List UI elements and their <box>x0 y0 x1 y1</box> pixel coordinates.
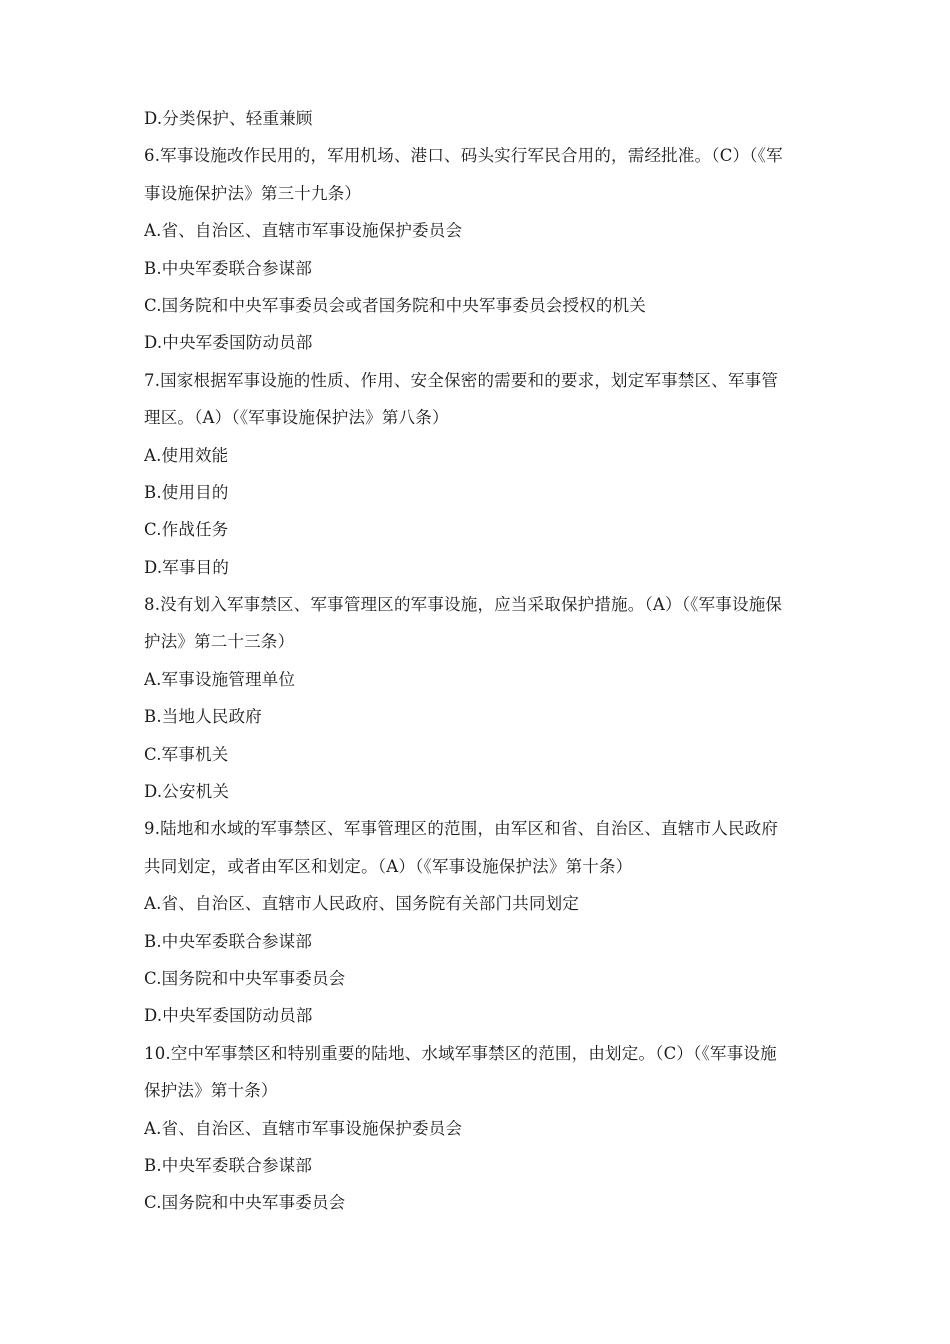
option-b: B.中央军委联合参谋部 <box>144 1155 313 1175</box>
document-page <box>144 100 814 1222</box>
question-7-text-cont: 理区。（A）（《军事设施保护法》第八条） <box>144 408 449 428</box>
question-9-text-cont: 共同划定，或者由军区和划定。（A）（《军事设施保护法》第十条） <box>144 856 633 876</box>
question-8-text-cont: 护法》第二十三条） <box>144 632 295 652</box>
option-d: D.中央军委国防动员部 <box>144 1006 313 1026</box>
option-c: C.国务院和中央军事委员会 <box>144 1193 346 1213</box>
option-b: B.当地人民政府 <box>144 707 262 727</box>
option-a: A.省、自治区、直辖市人民政府、国务院有关部门共同划定 <box>144 894 580 914</box>
option-b: B.中央军委联合参谋部 <box>144 931 313 951</box>
question-10-text-cont: 保护法》第十条） <box>144 1081 278 1101</box>
option-b: B.中央军委联合参谋部 <box>144 258 313 278</box>
option-c: C.军事机关 <box>144 744 229 764</box>
question-6-text-cont: 事设施保护法》第三十九条） <box>144 183 362 203</box>
question-7-text: 7.国家根据军事设施的性质、作用、安全保密的需要和的要求，划定军事禁区、军事管 <box>144 370 779 390</box>
option-a: A.省、自治区、直辖市军事设施保护委员会 <box>144 221 463 241</box>
question-8-text: 8.没有划入军事禁区、军事管理区的军事设施，应当采取保护措施。（A）（《军事设施保 <box>144 595 783 615</box>
option-d: D.公安机关 <box>144 782 230 802</box>
option-a: A.省、自治区、直辖市军事设施保护委员会 <box>144 1118 463 1138</box>
option-a: A.使用效能 <box>144 445 229 465</box>
option-d: D.中央军委国防动员部 <box>144 333 313 353</box>
question-10-text: 10.空中军事禁区和特别重要的陆地、水域军事禁区的范围，由划定。（C）（《军事设施 <box>144 1043 777 1063</box>
option-c: C.作战任务 <box>144 520 229 540</box>
question-6-text: 6.军事设施改作民用的，军用机场、港口、码头实行军民合用的，需经批准。（C）（《军 <box>144 146 783 166</box>
question-9-text: 9.陆地和水域的军事禁区、军事管理区的范围，由军区和省、自治区、直辖市人民政府 <box>144 819 779 839</box>
option-a: A.军事设施管理单位 <box>144 669 296 689</box>
option-d: D.分类保护、轻重兼顾 <box>144 109 313 128</box>
option-c: C.国务院和中央军事委员会或者国务院和中央军事委员会授权的机关 <box>144 295 646 315</box>
option-b: B.使用目的 <box>144 482 229 502</box>
option-d: D.军事目的 <box>144 557 230 577</box>
option-c: C.国务院和中央军事委员会 <box>144 968 346 988</box>
